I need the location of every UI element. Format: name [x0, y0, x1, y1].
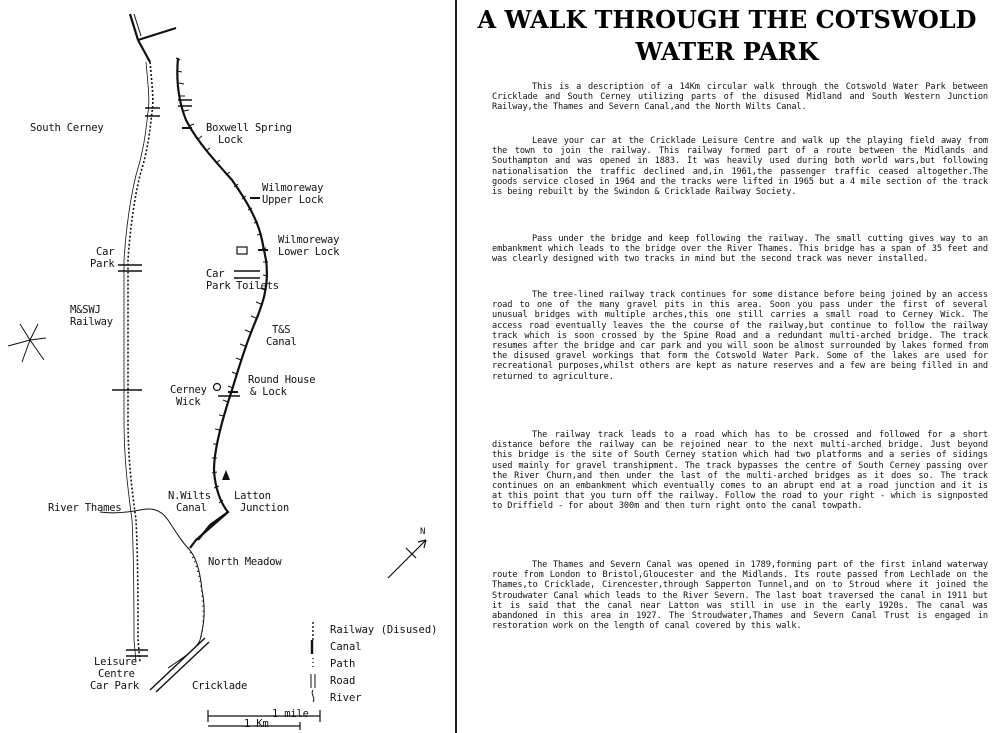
- title-line-2: WATER PARK: [635, 37, 819, 66]
- n-wilts-canal: [190, 512, 228, 548]
- label-leisure-3: Car Park: [90, 680, 139, 692]
- toilets-icon: [237, 247, 247, 254]
- legend-label: Canal: [330, 641, 362, 653]
- label-car-left-1: Car: [96, 246, 115, 258]
- paragraph-intro: This is a description of a 14Km circular walk through the Cotswold Water Park between Cricklade and South Cerney utilizing parts of the disused Midland and South Western Junction Railway,the Thames and Severn Canal,and the North Wilts Canal.: [492, 82, 988, 113]
- label-north-meadow: North Meadow: [208, 556, 282, 568]
- legend-label: Railway (Disused): [330, 624, 438, 636]
- label-wilmoreway-upper-1: Wilmoreway: [262, 182, 324, 194]
- railway-symbol-icon: [312, 623, 324, 637]
- legend-label: River: [330, 692, 362, 704]
- label-leisure-2: Centre: [98, 668, 135, 680]
- road-north: [130, 14, 176, 62]
- label-wilmoreway-lower-2: Lower Lock: [278, 246, 340, 258]
- legend-item-canal: [312, 639, 362, 655]
- label-cerney-wick-1: Cerney: [170, 384, 207, 396]
- label-latton-2: Junction: [240, 502, 289, 514]
- label-car-right-2: Park: [206, 280, 231, 292]
- label-wilmoreway-lower-1: Wilmoreway: [278, 234, 340, 246]
- legend-label: Road: [330, 675, 356, 687]
- paragraph-railway-start: Leave your car at the Cricklade Leisure Centre and walk up the playing field away from the town to join the railway. This railway formed part of a route between the Midlands and Southampton and was opened in 1883. It was heavily used during both world wars,but following nationalisation the traffic declined and,in 1961,the passenger traffic ceased altogether.The goods service closed in 1964 and the tracks were lifted in 1965 but a 4 mile section of the track is being rebuilt by the Swindon & Cricklade Railway Society.: [492, 136, 988, 198]
- label-ts-1: T&S: [272, 324, 291, 336]
- footpath: [188, 548, 203, 640]
- north-arrow-icon: [388, 540, 426, 578]
- road-symbol-icon: [312, 674, 324, 688]
- paragraph-tree-lined: The tree-lined railway track continues for some distance before being joined by an access road to one of the many gravel pits in this area. Soon you pass under the first of several unusual bridges with multiple arches,this one still carries a small road to Cerney Wick. The access road eventually leaves the the course of the railway,but continue to follow the railway track which is soon crossed by the Spine Road and a redundant multi-arched bridge. The track resumes after the bridge and car park and you will soon be almost surrounded by lakes formed from the disused gravel workings that form the Cotswold Water Park. Some of the lakes are used for recreational purposes,whilst others are kept as nature reserves and a few are being filled in and returned to agriculture.: [492, 290, 988, 382]
- label-scale-mile: 1 mile: [272, 708, 309, 720]
- label-cerney-wick-2: Wick: [176, 396, 201, 408]
- paragraph-south-cerney: The railway track leads to a road which has to be crossed and followed for a short distance before the railway can be rejoined near to the next multi-arched bridge. Just beyond this bridge is the site of South Cerney station which had two platforms and a series of sidings used mainly for gravel transhipment. The track bypasses the centre of South Cerney passing over the River Churn,and then under the last of the multi-arched bridges as it does so. The track continues on an embankment which eventually comes to an abrupt end at a road junction and it is at this point that you turn off the railway. Follow the road to your right - which is signposted to Driffield - for about 300m and then turn right onto the canal towpath.: [492, 430, 988, 512]
- label-boxwell-lock: Lock: [218, 134, 243, 146]
- label-car-left-2: Park: [90, 258, 115, 270]
- legend-item-river: [312, 690, 362, 706]
- legend-item-railway: [312, 622, 437, 638]
- path-symbol-icon: [312, 657, 324, 671]
- label-south-cerney: South Cerney: [30, 122, 104, 134]
- legend-label: Path: [330, 658, 356, 670]
- label-car-right-1: Car: [206, 268, 225, 280]
- label-nwilts-1: N.Wilts: [168, 490, 211, 502]
- label-latton-1: Latton: [234, 490, 271, 502]
- legend-item-path: [312, 656, 355, 672]
- page-divider: [455, 0, 457, 733]
- label-msw-2: Railway: [70, 316, 113, 328]
- round-house-icon: [214, 384, 221, 391]
- label-msw-1: M&SWJ: [70, 304, 101, 316]
- page-title: [462, 4, 992, 68]
- label-leisure-1: Leisure: [94, 656, 137, 668]
- map-panel: [0, 0, 455, 733]
- label-toilets: Toilets: [236, 280, 279, 292]
- canal-symbol-icon: [312, 640, 324, 654]
- text-panel: [462, 0, 992, 733]
- river-symbol-icon: [312, 691, 324, 705]
- label-round-house-1: Round House: [248, 374, 316, 386]
- label-nwilts-2: Canal: [176, 502, 207, 514]
- label-boxwell-spring: Boxwell Spring: [206, 122, 292, 134]
- railway-line: [128, 62, 153, 662]
- label-cricklade: Cricklade: [192, 680, 248, 692]
- label-river-thames: River Thames: [48, 502, 122, 514]
- river-thames-line: [100, 509, 204, 668]
- legend-item-road: [312, 673, 355, 689]
- title-line-1: A WALK THROUGH THE COTSWOLD: [477, 5, 977, 34]
- compass-rays-icon: [8, 324, 46, 362]
- label-ts-2: Canal: [266, 336, 297, 348]
- label-north: N: [420, 527, 426, 537]
- label-round-house-2: & Lock: [250, 386, 287, 398]
- lock-markers: [182, 128, 268, 392]
- label-scale-km: 1 Km: [244, 718, 269, 730]
- paragraph-thames-bridge: Pass under the bridge and keep following the railway. The small cutting gives way to an embankment which leads to the bridge over the River Thames. This bridge has a span of 35 feet and was clearly designed with two tracks in mind but the second track was never installed.: [492, 234, 988, 265]
- arrow-shape: [222, 470, 230, 480]
- label-wilmoreway-upper-2: Upper Lock: [262, 194, 324, 206]
- paragraph-canal-history: The Thames and Severn Canal was opened in 1789,forming part of the first inland waterway route from London to Bristol,Gloucester and the Midlands. Its route passed from Lechlade on the Thames,to Cricklade, Cirencester,through Sapperton Tunnel,and on to Stroud where it joined the Stroudwater Canal which leads to the River Severn. The last boat traversed the canal in 1911 but it is said that the canal near Latton was still in use in the early 1920s. The canal was abandoned in this area in 1927. The Stroudwater,Thames and Severn Canal Trust is engaged in restoration work on the length of canal covered by this walk.: [492, 560, 988, 632]
